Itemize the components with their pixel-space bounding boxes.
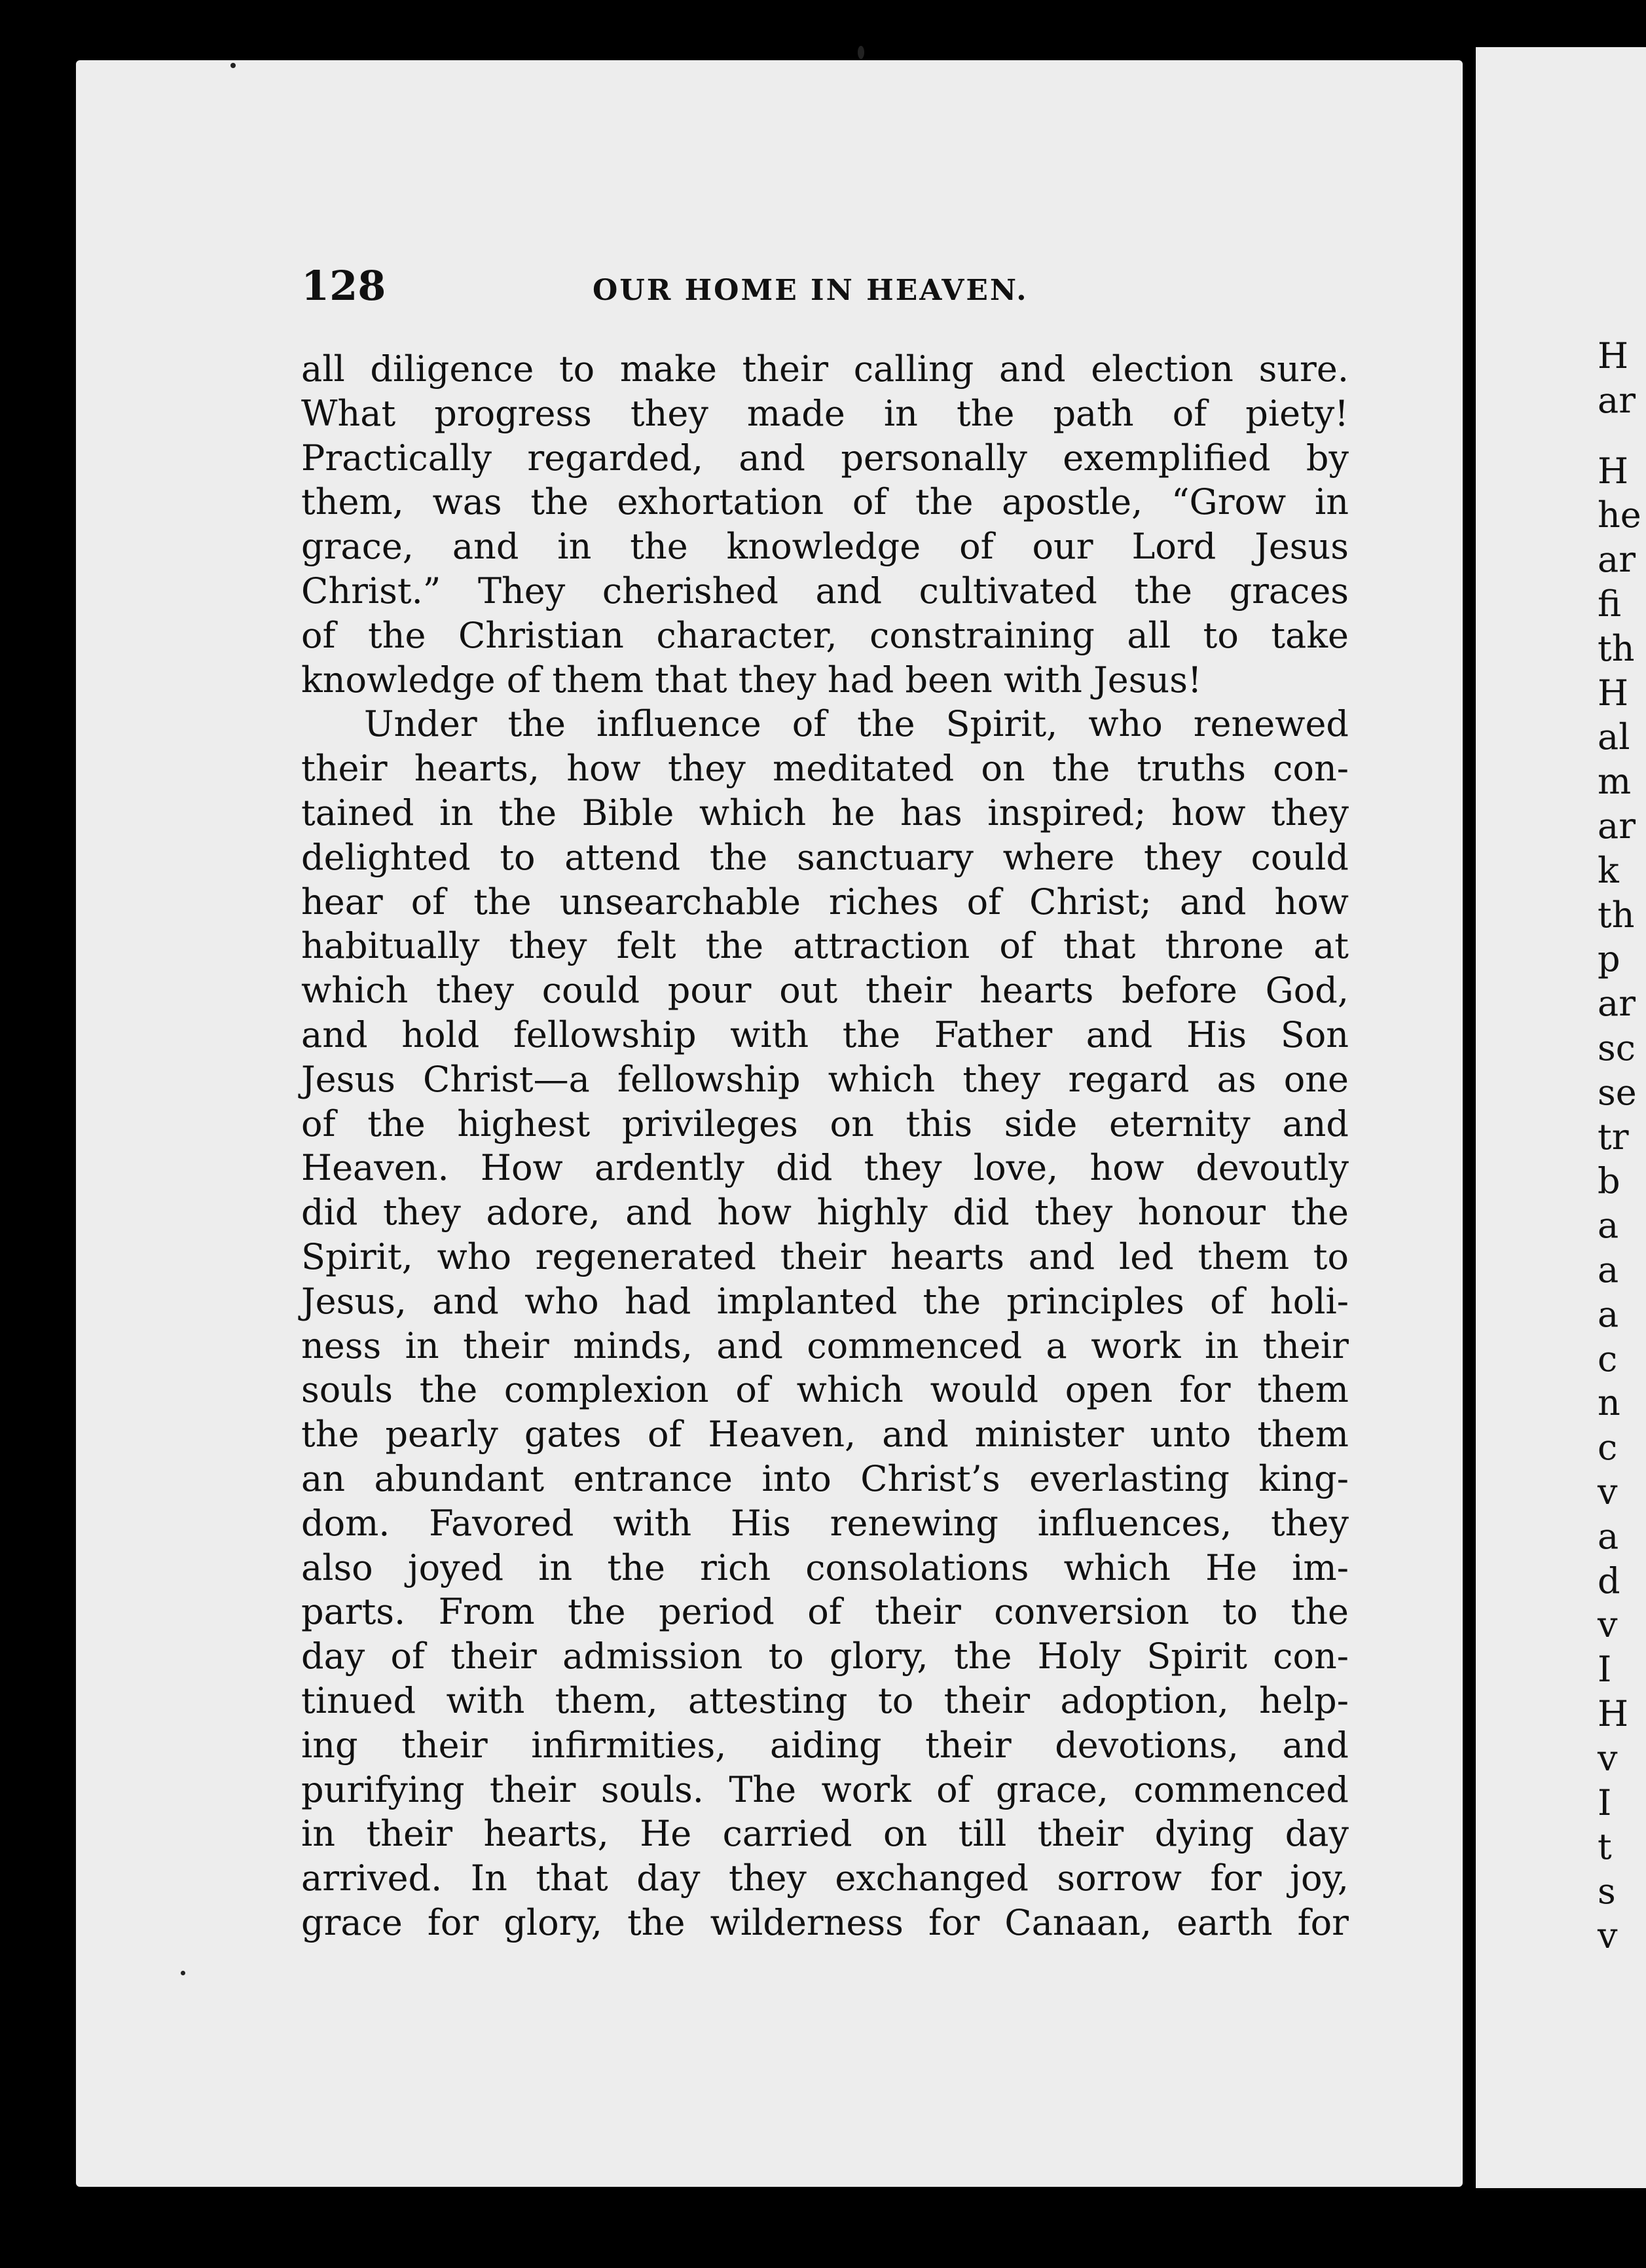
right-page-fragment: v: [1598, 1471, 1618, 1512]
text-line: which they could pour out their hearts before God,: [301, 970, 1349, 1012]
text-line: all diligence to make their calling and election sure.: [301, 348, 1349, 390]
right-page-fragment: v: [1598, 1737, 1618, 1779]
right-page-fragment: k: [1598, 849, 1619, 891]
running-head: OUR HOME IN HEAVEN.: [593, 274, 1029, 307]
right-page-fragment: a: [1598, 1249, 1619, 1290]
right-page-fragment: c: [1598, 1338, 1618, 1380]
right-page-fragment: H: [1598, 335, 1629, 376]
text-line: ness in their minds, and commenced a work in their: [301, 1325, 1349, 1366]
right-page-fragment: tr: [1598, 1116, 1629, 1158]
text-line: their hearts, how they meditated on the truths con-: [301, 748, 1349, 790]
right-page-fragment: p: [1598, 938, 1620, 980]
text-line: Christ.” They cherished and cultivated the graces: [301, 570, 1349, 612]
text-line: habitually they felt the attraction of that throne at: [301, 925, 1349, 967]
text-line: of the Christian character, constraining all to take: [301, 614, 1349, 656]
right-page-fragment: ar: [1598, 379, 1636, 421]
right-page-fragment: a: [1598, 1293, 1619, 1335]
right-page-fragment: th: [1598, 894, 1635, 936]
right-page-fragment: he: [1598, 494, 1641, 536]
text-line: the pearly gates of Heaven, and minister unto them: [301, 1414, 1349, 1455]
right-page-fragment: t: [1598, 1826, 1612, 1868]
text-line: arrived. In that day they exchanged sorrow for joy,: [301, 1857, 1349, 1899]
text-line: Jesus, and who had implanted the principles of holi-: [301, 1280, 1349, 1322]
text-line: parts. From the period of their conversion to the: [301, 1591, 1349, 1633]
scan-speck: [230, 63, 236, 68]
text-line: Under the influence of the Spirit, who renewed: [364, 703, 1349, 745]
right-page-fragment: v: [1598, 1604, 1618, 1646]
right-page-fragment: ar: [1598, 983, 1636, 1025]
right-page-fragment: s: [1598, 1871, 1616, 1912]
text-line: Jesus Christ—a fellowship which they regard as one: [301, 1058, 1349, 1100]
right-page-fragment: ar: [1598, 805, 1636, 847]
text-line: in their hearts, He carried on till their dying day: [301, 1813, 1349, 1855]
text-line: also joyed in the rich consolations which He im-: [301, 1546, 1349, 1588]
page-header: [301, 262, 1336, 321]
text-line: of the highest privileges on this side eternity and: [301, 1103, 1349, 1144]
right-page-fragment: fi: [1598, 583, 1622, 625]
right-page-fragment: H: [1598, 450, 1629, 492]
text-line: did they adore, and how highly did they honour the: [301, 1192, 1349, 1234]
text-line: and hold fellowship with the Father and His Son: [301, 1014, 1349, 1055]
text-line: tinued with them, attesting to their adoption, help-: [301, 1679, 1349, 1721]
right-page-fragment: v: [1598, 1914, 1618, 1956]
text-line: hear of the unsearchable riches of Christ; and how: [301, 881, 1349, 923]
right-page-text-fragments: [1598, 334, 1641, 1958]
text-line: delighted to attend the sanctuary where they could: [301, 836, 1349, 878]
text-line: Heaven. How ardently did they love, how devoutly: [301, 1147, 1349, 1189]
text-line: ing their infirmities, aiding their devotions, and: [301, 1724, 1349, 1766]
right-page-fragment: n: [1598, 1382, 1620, 1424]
text-line: knowledge of them that they had been with Jesus!: [301, 659, 1202, 701]
scan-speck: [181, 1971, 185, 1975]
right-page-fragment: a: [1598, 1515, 1619, 1557]
text-line: them, was the exhortation of the apostle, “Grow in: [301, 481, 1349, 523]
scan-speck: [858, 46, 864, 59]
text-line: purifying their souls. The work of grace, commenced: [301, 1768, 1349, 1810]
right-page-fragment: I: [1598, 1782, 1612, 1823]
right-page-fragment: H: [1598, 672, 1629, 714]
page-number: 128: [301, 262, 386, 310]
text-line: souls the complexion of which would open for them: [301, 1369, 1349, 1411]
right-page-fragment: sc: [1598, 1027, 1636, 1069]
text-line: tained in the Bible which he has inspired; how they: [301, 792, 1349, 833]
text-line: dom. Favored with His renewing influences, they: [301, 1502, 1349, 1544]
right-page-fragment: I: [1598, 1649, 1612, 1691]
right-page-fragment: m: [1598, 761, 1632, 803]
text-line: an abundant entrance into Christ’s everlasting king-: [301, 1457, 1349, 1499]
text-line: grace for glory, the wilderness for Canaan, earth for: [301, 1901, 1349, 1943]
right-page-fragment: a: [1598, 1205, 1619, 1247]
right-page-fragment: al: [1598, 716, 1630, 758]
text-line: Spirit, who regenerated their hearts and led them to: [301, 1235, 1349, 1277]
body-text: [301, 347, 1349, 1945]
right-page-fragment: H: [1598, 1692, 1629, 1734]
right-page-fragment: th: [1598, 627, 1635, 669]
right-page-fragment: c: [1598, 1427, 1618, 1469]
right-page-fragment: se: [1598, 1071, 1637, 1113]
text-line: What progress they made in the path of piety!: [301, 392, 1349, 434]
right-page-fragment: d: [1598, 1560, 1620, 1601]
right-page-fragment: ar: [1598, 539, 1636, 581]
text-line: day of their admission to glory, the Holy Spirit con-: [301, 1636, 1349, 1677]
right-page-fragment: b: [1598, 1160, 1620, 1202]
text-line: Practically regarded, and personally exemplified by: [301, 437, 1349, 479]
text-line: grace, and in the knowledge of our Lord Jesus: [301, 526, 1349, 568]
